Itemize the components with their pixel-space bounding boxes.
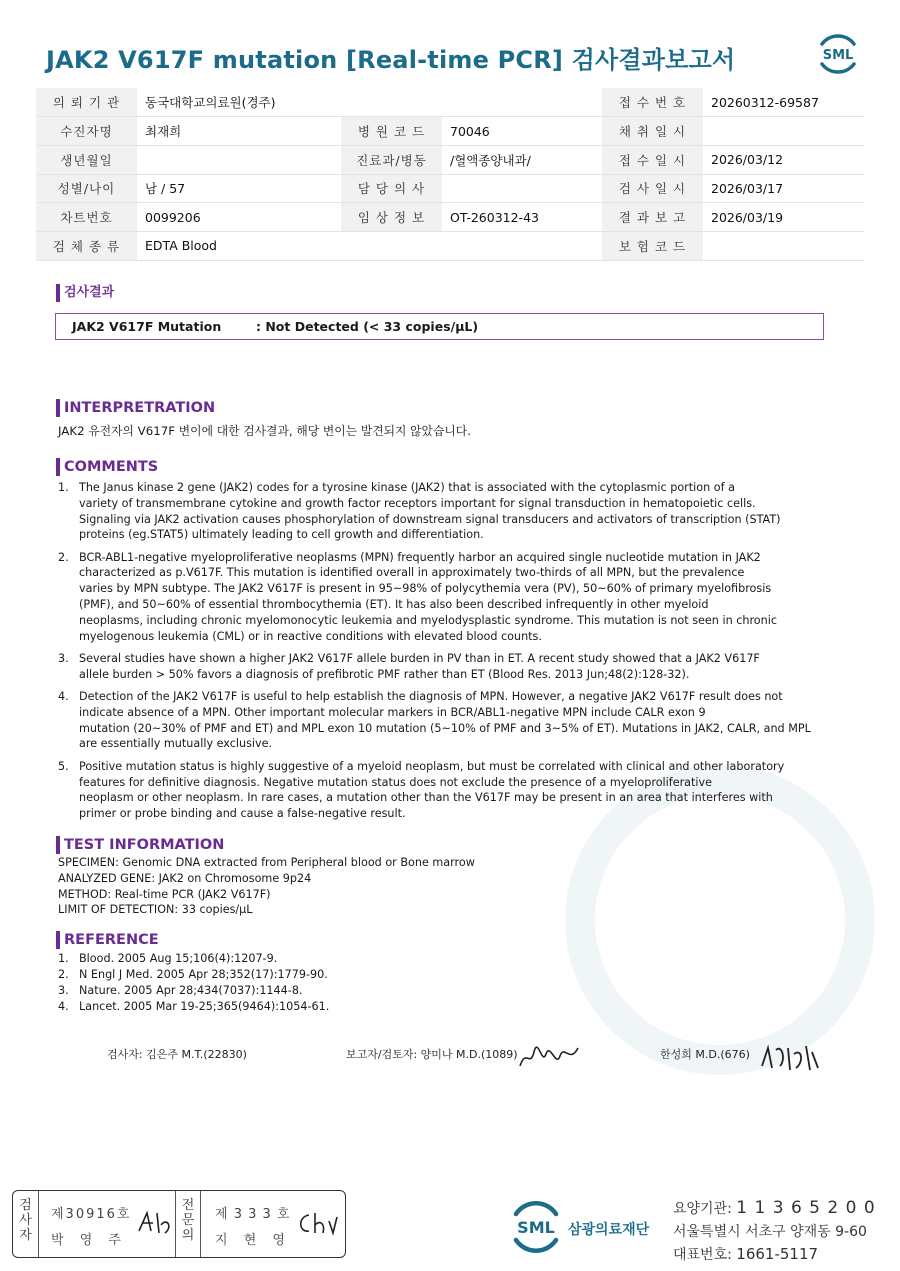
reference-number: 4. (58, 999, 69, 1013)
info-label: 성별/나이 (36, 174, 137, 203)
comment-line: features for definitive diagnosis. Negative mutation status does not exclude the presence of a myeloproliferative (79, 775, 713, 789)
comment-line: myelogenous leukemia (CML) or in reactive conditions with elevated blood counts. (79, 629, 542, 643)
info-value: EDTA Blood (137, 231, 602, 260)
comment-number: 5. (58, 759, 69, 773)
reference-item (58, 967, 828, 983)
footer-address: 서울특별시 서초구 양재동 9-60 (673, 1224, 867, 1240)
info-value: OT-260312-43 (442, 203, 602, 232)
comment-line: (PMF), and 50~60% of essential thrombocythemia (ET). It has also been described infrequently in other myeloid (79, 598, 709, 612)
info-label: 생년월일 (36, 145, 137, 174)
info-value (137, 145, 341, 174)
comments-heading: COMMENTS (56, 458, 158, 476)
test-info-block (58, 855, 475, 918)
result-value: : Not Detected (< 33 copies/µL) (256, 319, 479, 334)
info-value: 최재희 (137, 117, 341, 146)
comments-list (58, 480, 828, 828)
info-label: 검 사 일 시 (602, 174, 703, 203)
test-info-line: METHOD: Real-time PCR (JAK2 V617F) (58, 887, 271, 901)
test-info-line: LIMIT OF DETECTION: 33 copies/µL (58, 903, 253, 917)
info-value: 2026/03/12 (703, 145, 864, 174)
comment-line: primer or probe binding and cause a false-negative result. (79, 807, 406, 821)
comment-number: 1. (58, 481, 69, 494)
comment-number: 2. (58, 550, 69, 564)
svg-text:SML: SML (822, 48, 854, 63)
info-value (703, 117, 864, 146)
comment-line: variety of transmembrane cytokine and growth factor receptors important for signal transduction in hematopoietic cells. (79, 496, 756, 510)
svg-text:SML: SML (517, 1218, 555, 1237)
info-label: 병 원 코 드 (341, 117, 442, 146)
stamp-col1-number: 제30916호 (51, 1207, 132, 1222)
info-value: 2026/03/19 (703, 203, 864, 232)
stamp-col1-title: 검 사 자 (13, 1191, 39, 1257)
comment-item (58, 550, 828, 645)
reviewer-signature-line: 보고자/검토자: 양미나 M.D.(1089) (346, 1048, 518, 1061)
info-label: 임 상 정 보 (341, 203, 442, 232)
info-label: 진료과/병동 (341, 145, 442, 174)
stamp-col1-name: 박 영 주 (51, 1233, 127, 1248)
reference-item (58, 951, 828, 967)
info-value: /혈액종양내과/ (442, 145, 602, 174)
comment-line: Signaling via JAK2 activation causes phosphorylation of downstream signal transducers and activators of transcription (STAT) (79, 512, 781, 526)
info-row (36, 231, 864, 260)
interpretation-heading: INTERPRETRATION (56, 399, 215, 417)
patient-info-table (36, 88, 864, 261)
sml-logo (814, 30, 862, 78)
footer-institution-code: 요양기관: 1 1 3 6 5 2 0 0 (673, 1198, 876, 1218)
info-label: 접 수 일 시 (602, 145, 703, 174)
info-value: 남 / 57 (137, 174, 341, 203)
comment-line: mutation (20~30% of PMF and ET) and MPL exon 10 mutation (5~10% of PMF and 3~5% of ET). Mutations in JAK2, CALR, and MPL (79, 721, 811, 735)
comment-line: Positive mutation status is highly suggestive of a myeloid neoplasm, but must be correlated with clinical and other laboratory (79, 759, 785, 773)
reference-number: 3. (58, 983, 69, 997)
footer-phone: 대표번호: 1661-5117 (673, 1245, 819, 1263)
info-value: 2026/03/17 (703, 174, 864, 203)
info-label: 결 과 보 고 (602, 203, 703, 232)
reference-text: N Engl J Med. 2005 Apr 28;352(17):1779-90. (79, 967, 328, 981)
stamp-col2-title: 전 문 의 (175, 1191, 201, 1257)
info-label: 수진자명 (36, 117, 137, 146)
test-info-heading: TEST INFORMATION (56, 836, 224, 854)
test-info-line: ANALYZED GENE: JAK2 on Chromosome 9p24 (58, 871, 312, 885)
report-title: JAK2 V617F mutation [Real-time PCR] 검사결과보고서 (46, 46, 736, 74)
info-value: 동국대학교의료원(경주) (137, 88, 602, 117)
info-label: 담 당 의 사 (341, 174, 442, 203)
stamp-col2-number: 제 3 3 3 호 (215, 1207, 291, 1222)
info-row (36, 174, 864, 203)
certification-stamp (12, 1190, 346, 1258)
reference-text: Nature. 2005 Apr 28;434(7037):1144-8. (79, 983, 303, 997)
reference-list (58, 951, 828, 1015)
info-label: 검 체 종 류 (36, 231, 137, 260)
interpretation-text: JAK2 유전자의 V617F 변이에 대한 검사결과, 해당 변이는 발견되지 않았습니다. (58, 424, 471, 438)
test-info-line: SPECIMEN: Genomic DNA extracted from Peripheral blood or Bone marrow (58, 856, 475, 869)
reference-number: 2. (58, 967, 69, 981)
comment-line: characterized as p.V617F. This mutation is identified overall in approximately two-thirds of all MPN, but the prevalence (79, 566, 745, 580)
reviewer-signature-image (516, 1042, 582, 1072)
reference-item (58, 999, 828, 1015)
comment-line: neoplasms, including chronic myelomonocytic leukemia and myelodysplastic syndrome. This mutation is not seen in chronic (79, 613, 777, 627)
info-value (703, 231, 864, 260)
result-heading: 검사결과 (56, 284, 114, 302)
result-box (55, 313, 824, 340)
comment-number: 3. (58, 651, 69, 665)
footer-sml-logo (508, 1198, 564, 1256)
stamp-col2-name: 지 현 영 (215, 1233, 291, 1248)
footer-org-name: 삼광의료재단 (568, 1222, 650, 1238)
reference-number: 1. (58, 952, 69, 965)
comment-line: The Janus kinase 2 gene (JAK2) codes for a tyrosine kinase (JAK2) that is associated with the cytoplasmic portion of a (79, 481, 735, 494)
reference-text: Blood. 2005 Aug 15;106(4):1207-9. (79, 952, 278, 965)
comment-item (58, 759, 828, 822)
comment-line: BCR-ABL1-negative myeloproliferative neoplasms (MPN) frequently harbor an acquired single nucleotide mutation in JAK2 (79, 550, 761, 564)
comment-item (58, 651, 828, 683)
doctor-signature-line: 한성희 M.D.(676) (660, 1048, 750, 1061)
info-value (442, 174, 602, 203)
comment-number: 4. (58, 690, 69, 704)
reference-text: Lancet. 2005 Mar 19-25;365(9464):1054-61. (79, 999, 330, 1013)
info-label: 차트번호 (36, 203, 137, 232)
info-row (36, 145, 864, 174)
comment-line: Several studies have shown a higher JAK2 V617F allele burden in PV than in ET. A recent study showed that a JAK2 V617F (79, 651, 760, 665)
info-label: 보 험 코 드 (602, 231, 703, 260)
comment-line: Detection of the JAK2 V617F is useful to help establish the diagnosis of MPN. However, a negative JAK2 V617F result does not (79, 690, 783, 704)
info-row (36, 203, 864, 232)
comment-line: are essentially mutually exclusive. (79, 737, 273, 751)
info-label: 접 수 번 호 (602, 88, 703, 117)
comment-line: neoplasm or other neoplasm. In rare cases, a mutation other than the V617F may be present in an area that interferes with (79, 791, 773, 805)
stamp-col1-signature (135, 1207, 175, 1237)
result-test-name: JAK2 V617F Mutation (72, 319, 222, 334)
info-row (36, 117, 864, 146)
reference-item (58, 983, 828, 999)
comment-line: proteins (eg.STAT5) ultimately leading to cell growth and differentiation. (79, 528, 484, 542)
info-value: 70046 (442, 117, 602, 146)
tester-signature-line: 검사자: 김은주 M.T.(22830) (107, 1048, 247, 1061)
info-label: 채 취 일 시 (602, 117, 703, 146)
reference-heading: REFERENCE (56, 931, 159, 949)
comment-line: indicate absence of a MPN. Other important molecular markers in BCR/ABL1-negative MPN include CALR exon 9 (79, 705, 706, 719)
comment-item (58, 689, 828, 752)
comment-line: varies by MPN subtype. The JAK2 V617F is present in 95~98% of polycythemia vera (PV), 50~60% of primary myelofibrosis (79, 582, 772, 596)
info-row (36, 88, 864, 117)
comment-item (58, 480, 828, 543)
info-value: 0099206 (137, 203, 341, 232)
info-label: 의 뢰 기 관 (36, 88, 137, 117)
stamp-col2-signature (295, 1209, 339, 1237)
info-value: 20260312-69587 (703, 88, 864, 117)
comment-line: allele burden > 50% favors a diagnosis of prefibrotic PMF rather than ET (Blood Res. 2013 Jun;48(2):128-32). (79, 667, 690, 681)
doctor-signature-image (758, 1040, 822, 1074)
